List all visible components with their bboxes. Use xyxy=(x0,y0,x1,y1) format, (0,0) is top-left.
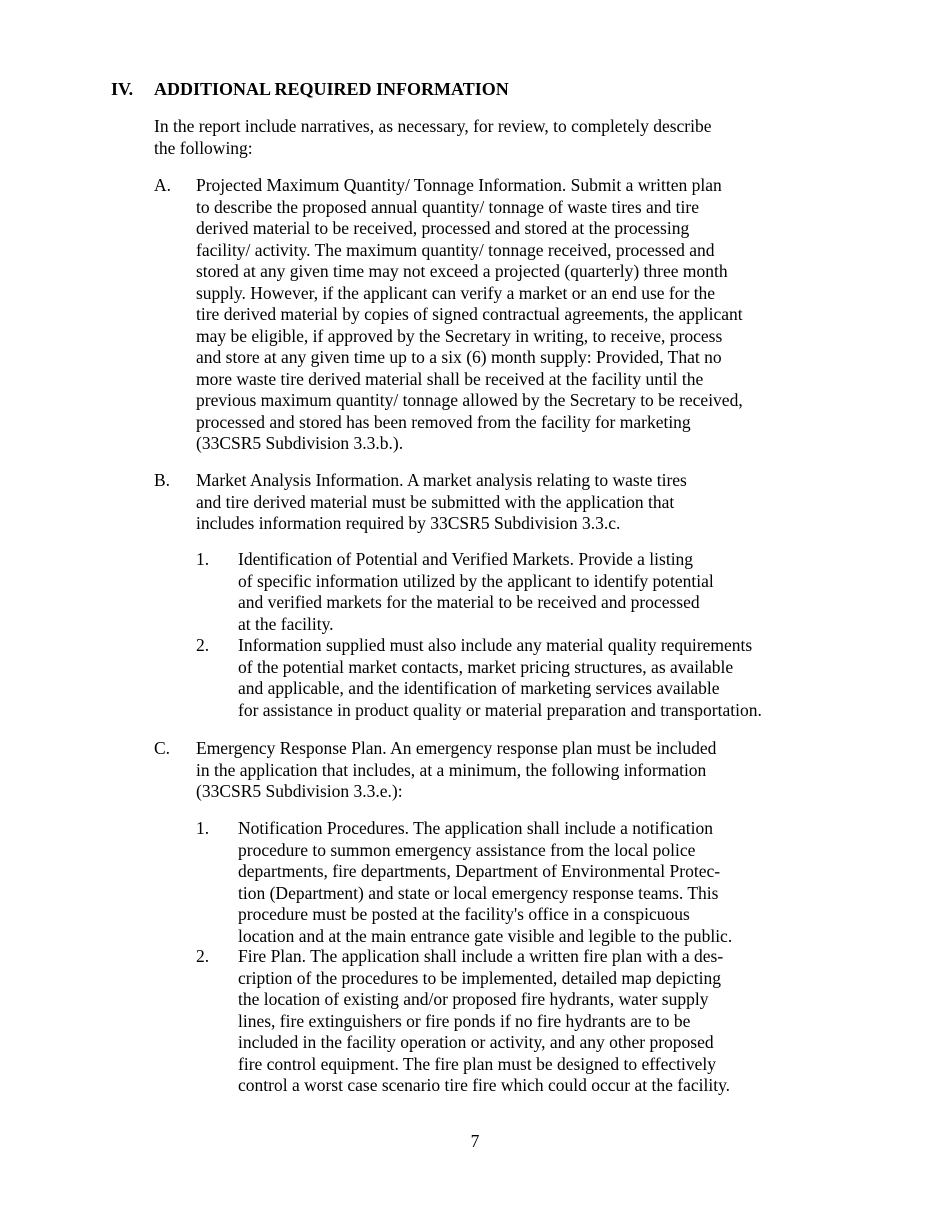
item-body xyxy=(196,470,687,535)
text-line: at the facility. xyxy=(238,613,334,634)
text-line: Market Analysis Information. A market analysis relating to waste tires xyxy=(196,470,687,490)
text-line: to describe the proposed annual quantity/ tonnage of waste tires and tire xyxy=(196,196,699,217)
item-body xyxy=(196,738,716,803)
item-label: 1. xyxy=(196,549,210,569)
text-line: may be eligible, if approved by the Secretary in writing, to receive, process xyxy=(196,325,723,346)
intro-paragraph xyxy=(154,116,794,159)
text-line: tire derived material by copies of signed contractual agreements, the applicant xyxy=(196,304,743,324)
text-line: (33CSR5 Subdivision 3.3.e.): xyxy=(196,781,403,801)
text-line: facility/ activity. The maximum quantity/ tonnage received, processed and xyxy=(196,239,715,260)
text-line: procedure to summon emergency assistance from the local police xyxy=(238,839,696,860)
item-label: 2. xyxy=(196,946,210,966)
text-line: Identification of Potential and Verified Markets. Provide a listing xyxy=(238,549,694,569)
text-line: derived material to be received, processed and stored at the processing xyxy=(196,218,690,238)
text-line: and applicable, and the identification of marketing services available xyxy=(238,678,720,698)
text-line: in the application that includes, at a minimum, the following information xyxy=(196,759,707,780)
item-label: 2. xyxy=(196,635,210,655)
text-line: Information supplied must also include any material quality requirements xyxy=(238,635,753,655)
page-number: 7 xyxy=(470,1131,480,1151)
text-line: the location of existing and/or proposed fire hydrants, water supply xyxy=(238,989,709,1009)
item-label: B. xyxy=(154,470,171,490)
text-line: supply. However, if the applicant can verify a market or an end use for the xyxy=(196,282,716,303)
section-heading xyxy=(111,78,509,100)
section-title: ADDITIONAL REQUIRED INFORMATION xyxy=(154,79,509,99)
item-label: A. xyxy=(154,175,172,195)
text-line: of the potential market contacts, market pricing structures, as available xyxy=(238,656,734,677)
item-label: C. xyxy=(154,738,171,758)
item-body xyxy=(238,946,730,1097)
item-body xyxy=(238,549,714,635)
text-line: Fire Plan. The application shall include a written fire plan with a des- xyxy=(238,946,724,966)
text-line: location and at the main entrance gate visible and legible to the public. xyxy=(238,925,733,946)
text-line: and store at any given time up to a six (6) month supply: Provided, That no xyxy=(196,347,722,367)
text-line: cription of the procedures to be implemented, detailed map depicting xyxy=(238,967,722,988)
text-line: Emergency Response Plan. An emergency response plan must be included xyxy=(196,738,717,758)
text-line: stored at any given time may not exceed a projected (quarterly) three month xyxy=(196,261,728,281)
text-line: of specific information utilized by the applicant to identify potential xyxy=(238,570,714,591)
text-line: and tire derived material must be submitted with the application that xyxy=(196,491,675,512)
item-body xyxy=(196,175,743,455)
text-line: Projected Maximum Quantity/ Tonnage Information. Submit a written plan xyxy=(196,175,722,195)
text-line: (33CSR5 Subdivision 3.3.b.). xyxy=(196,433,404,453)
text-line: tion (Department) and state or local emergency response teams. This xyxy=(238,882,719,903)
text-line: for assistance in product quality or material preparation and transportation. xyxy=(238,699,762,720)
text-line: fire control equipment. The fire plan must be designed to effectively xyxy=(238,1053,717,1074)
text-line: Notification Procedures. The application shall include a notification xyxy=(238,818,713,838)
text-line: procedure must be posted at the facility's office in a conspicuous xyxy=(238,904,690,924)
text-line: In the report include narratives, as necessary, for review, to completely describe xyxy=(154,116,712,136)
item-body xyxy=(238,635,762,721)
text-line: the following: xyxy=(154,137,253,158)
text-line: more waste tire derived material shall be received at the facility until the xyxy=(196,368,704,389)
text-line: departments, fire departments, Department of Environmental Protec- xyxy=(238,861,721,881)
item-label: 1. xyxy=(196,818,210,838)
text-line: lines, fire extinguishers or fire ponds if no fire hydrants are to be xyxy=(238,1010,691,1031)
text-line: included in the facility operation or activity, and any other proposed xyxy=(238,1032,714,1052)
text-line: processed and stored has been removed from the facility for marketing xyxy=(196,411,691,432)
text-line: control a worst case scenario tire fire which could occur at the facility. xyxy=(238,1075,731,1095)
text-line: includes information required by 33CSR5 Subdivision 3.3.c. xyxy=(196,513,621,533)
text-line: previous maximum quantity/ tonnage allowed by the Secretary to be received, xyxy=(196,390,743,410)
text-line: and verified markets for the material to be received and processed xyxy=(238,592,700,612)
section-number: IV. xyxy=(111,79,134,99)
item-body xyxy=(238,818,732,947)
